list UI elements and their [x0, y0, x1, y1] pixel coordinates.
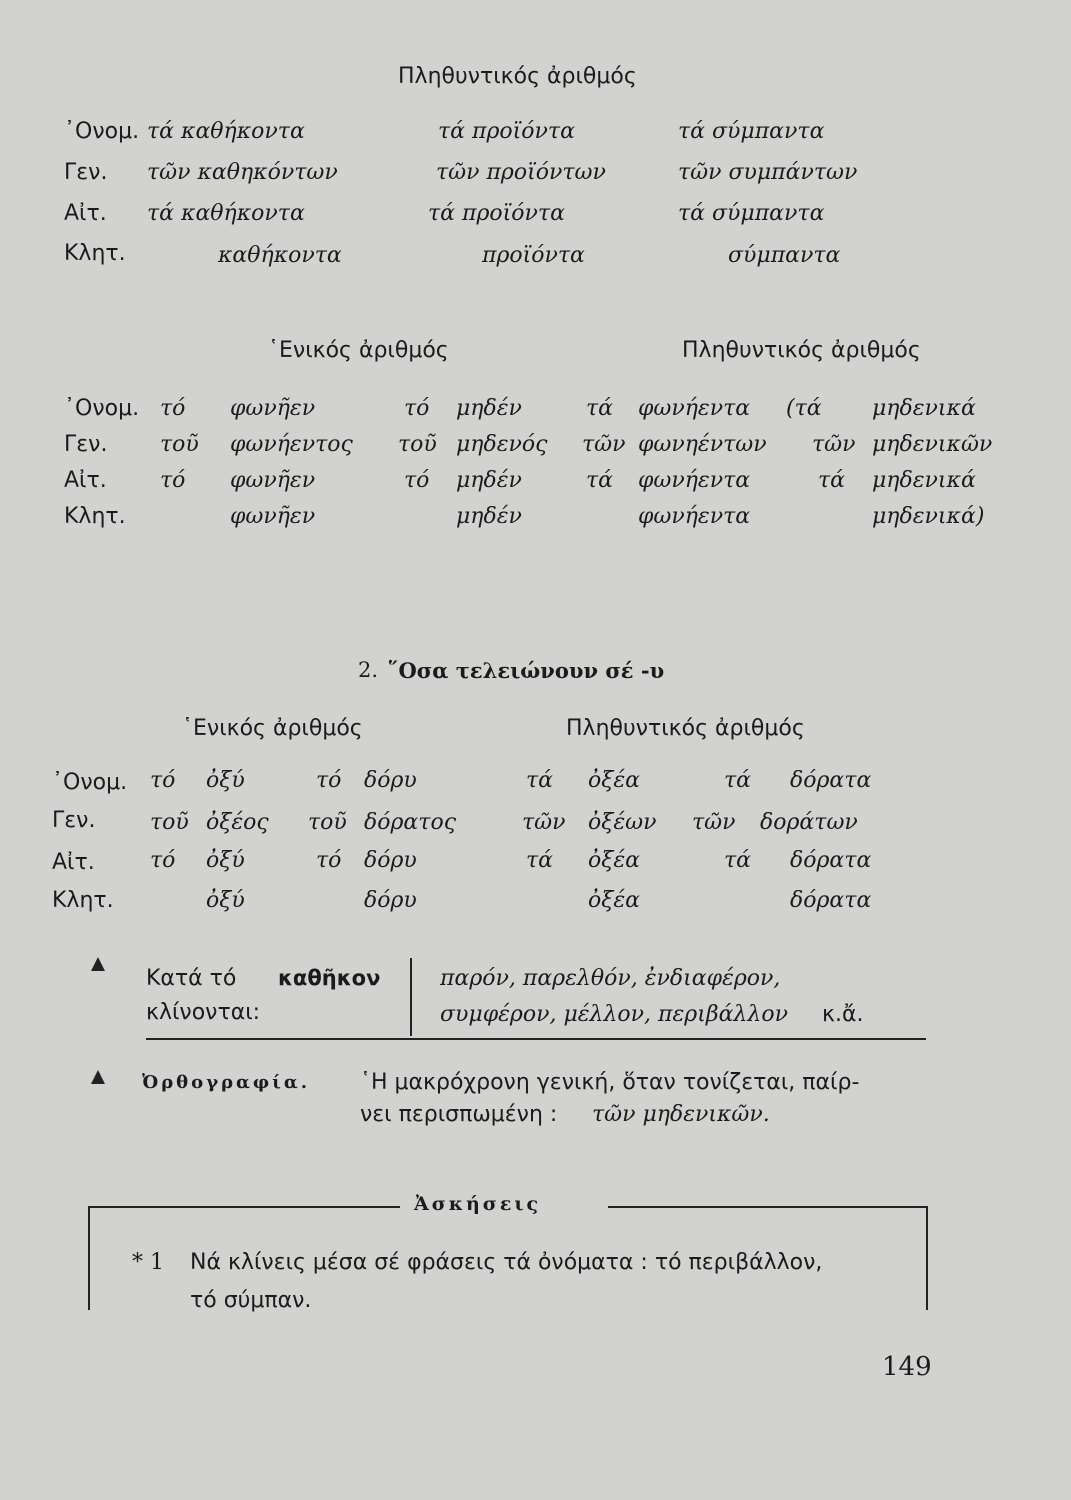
- table-cell: φωνῆεν: [230, 468, 316, 493]
- table-cell: τά: [526, 848, 554, 873]
- table-cell: τά προϊόντα: [438, 119, 575, 144]
- table-cell: τῶν: [522, 810, 566, 835]
- orthography-example: τῶν μηδενικῶν.: [592, 1102, 770, 1127]
- table-cell: μηδέν: [456, 468, 522, 493]
- case-label: ᾿Ονομ.: [52, 770, 128, 795]
- table-cell: δόρυ: [364, 848, 417, 873]
- table-cell: τῶν: [692, 810, 736, 835]
- table-cell: ὀξέα: [588, 888, 641, 913]
- table-cell: μηδέν: [456, 504, 522, 529]
- case-label: Αἰτ.: [64, 468, 107, 493]
- case-label: ᾿Ονομ.: [64, 396, 140, 421]
- table-cell: μηδενικά): [872, 504, 985, 529]
- table-cell: τά: [724, 768, 752, 793]
- singular-header-2: ῾Ενικός ἀριθμός: [268, 338, 449, 363]
- table-cell: τό: [150, 848, 176, 873]
- triangle-marker-icon: [91, 1070, 105, 1084]
- table-cell: τό: [150, 768, 176, 793]
- page-number: 149: [882, 1352, 932, 1382]
- table-cell: τῶν: [812, 432, 856, 457]
- table-cell: μηδενικῶν: [872, 432, 993, 457]
- table-cell: τό: [404, 396, 430, 421]
- table-cell: δόρατος: [364, 810, 457, 835]
- table-cell: φωνήεντα: [638, 468, 751, 493]
- exercise-frame-top-right: [608, 1206, 928, 1208]
- plural-header-3: Πληθυντικός ἀριθμός: [566, 716, 805, 741]
- exercises-title: Ἀσκήσεις: [414, 1193, 542, 1215]
- note-examples: συμφέρον, μέλλον, περιβάλλον: [440, 1002, 788, 1027]
- table-cell: ὀξύ: [206, 888, 245, 913]
- table-cell: ὀξέος: [206, 810, 269, 835]
- case-label: Γεν.: [64, 432, 108, 457]
- table-cell: τοῦ: [398, 432, 437, 457]
- table-cell: τά: [818, 468, 846, 493]
- table-cell: τό: [404, 468, 430, 493]
- case-label: Αἰτ.: [52, 850, 95, 875]
- exercise-marker: * 1: [132, 1250, 164, 1275]
- orthography-text: νει περισπωμένη :: [360, 1102, 558, 1127]
- table-cell: τά σύμπαντα: [678, 119, 825, 144]
- case-label: ᾿Ονομ.: [64, 119, 140, 144]
- plural-header-2: Πληθυντικός ἀριθμός: [682, 338, 921, 363]
- section-number: 2.: [358, 658, 379, 682]
- table-cell: μηδέν: [456, 396, 522, 421]
- exercise-frame-top-left: [88, 1206, 400, 1208]
- table-cell: ὀξέων: [588, 810, 657, 835]
- table-cell: τό: [160, 396, 186, 421]
- table-cell: τό: [160, 468, 186, 493]
- table-cell: δόρατα: [790, 848, 872, 873]
- exercise-frame-left: [88, 1206, 90, 1310]
- table-cell: ὀξέα: [588, 848, 641, 873]
- table-cell: φωνηέντων: [638, 432, 767, 457]
- table-cell: τοῦ: [308, 810, 347, 835]
- plural-header-1: Πληθυντικός ἀριθμός: [398, 64, 637, 89]
- table-cell: τά προϊόντα: [428, 201, 565, 226]
- table-cell: δόρυ: [364, 768, 417, 793]
- table-cell: προϊόντα: [482, 243, 585, 268]
- table-cell: μηδενικά: [872, 468, 976, 493]
- table-cell: μηδενός: [456, 432, 548, 457]
- table-cell: τοῦ: [150, 810, 189, 835]
- note-keyword: καθῆκον: [278, 966, 381, 990]
- case-label: Γεν.: [64, 160, 108, 185]
- orthography-label: Ὀρθογραφία.: [142, 1072, 311, 1093]
- exercise-frame-right: [926, 1206, 928, 1310]
- note-text: Κατά τό: [146, 966, 237, 991]
- table-cell: σύμπαντα: [728, 243, 841, 268]
- table-cell: τά καθήκοντα: [147, 119, 305, 144]
- table-cell: ὀξέα: [588, 768, 641, 793]
- table-cell: δόρυ: [364, 888, 417, 913]
- note-text: κλίνονται:: [146, 1000, 261, 1025]
- table-cell: φωνῆεν: [230, 396, 316, 421]
- table-cell: τῶν προϊόντων: [436, 160, 606, 185]
- table-cell: τά: [586, 396, 614, 421]
- triangle-marker-icon: [91, 957, 105, 971]
- table-cell: μηδενικά: [872, 396, 976, 421]
- table-cell: τῶν συμπάντων: [678, 160, 858, 185]
- case-label: Κλητ.: [52, 888, 114, 913]
- table-cell: φωνήεντος: [230, 432, 353, 457]
- case-label: Κλητ.: [64, 241, 126, 266]
- table-cell: τά καθήκοντα: [147, 201, 305, 226]
- table-cell: τά: [724, 848, 752, 873]
- table-cell: τά: [586, 468, 614, 493]
- table-cell: καθήκοντα: [218, 243, 342, 268]
- table-cell: τῶν καθηκόντων: [147, 160, 338, 185]
- table-cell: τοῦ: [160, 432, 199, 457]
- section-title: ῞Οσα τελειώνουν σέ -υ: [388, 658, 665, 683]
- table-cell: τό: [316, 848, 342, 873]
- table-cell: (τά: [786, 396, 822, 421]
- case-label: Γεν.: [52, 808, 96, 833]
- table-cell: τό: [316, 768, 342, 793]
- case-label: Αἰτ.: [64, 201, 107, 226]
- table-cell: φωνῆεν: [230, 504, 316, 529]
- table-cell: δόρατα: [790, 888, 872, 913]
- table-cell: τῶν: [582, 432, 626, 457]
- table-cell: φωνήεντα: [638, 504, 751, 529]
- note-divider: [410, 958, 412, 1036]
- note-examples: παρόν, παρελθόν, ἐνδιαφέρον,: [440, 966, 781, 991]
- table-cell: ὀξύ: [206, 848, 245, 873]
- table-cell: φωνήεντα: [638, 396, 751, 421]
- exercise-text: Νά κλίνεις μέσα σέ φράσεις τά ὀνόματα : τό περιβάλλον,: [190, 1250, 823, 1275]
- table-cell: δόρατα: [790, 768, 872, 793]
- note-underline: [146, 1038, 926, 1040]
- exercise-text: τό σύμπαν.: [190, 1288, 312, 1313]
- note-abbrev: κ.ἄ.: [822, 1002, 864, 1027]
- table-cell: ὀξύ: [206, 768, 245, 793]
- table-cell: τά: [526, 768, 554, 793]
- orthography-text: ῾Η μακρόχρονη γενική, ὅταν τονίζεται, παίρ-: [360, 1070, 860, 1095]
- table-cell: δοράτων: [760, 810, 858, 835]
- singular-header-3: ῾Ενικός ἀριθμός: [182, 716, 363, 741]
- table-cell: τά σύμπαντα: [678, 201, 825, 226]
- case-label: Κλητ.: [64, 504, 126, 529]
